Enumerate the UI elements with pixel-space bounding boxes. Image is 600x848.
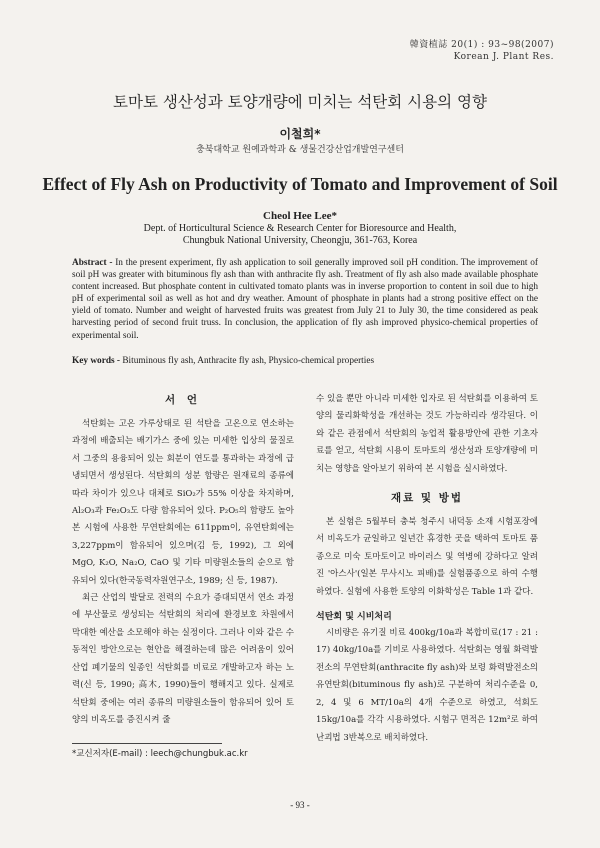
intro-paragraph-2: 최근 산업의 발달로 전력의 수요가 증대되면서 연소 과정에 부산물로 생성되는 석탄회의 처리에 환경보호 차원에서 막대한 예산을 소모해야 하는 실정이다. 그러나 이와 같은 수동적인 방안으로는 현안을 해결하는데 많은 어려움이 있어 산업 폐기물의 일종인 석탄회를 비료로 개발하고자 하는 노력(신 등, 1990; 高木, 1990)들이 행해지고 있다. 실제로 석탄회 중에는 여러 종류의 미량원소들이 함유되어 있어 토양의 비옥도를 증진시켜 줄 — [72, 593, 294, 725]
intro-paragraph-3: 수 있을 뿐만 아니라 미세한 입자로 된 석탄회를 이용하여 토양의 물리화학성을 개선하는 것도 가능하리라 생각된다. 이와 같은 관점에서 석탄회의 농업적 활용방안에 관한 기초자료를 얻고, 석탄회 시용이 토마토의 생산성과 토양개량에 미치는 영향을 알아보기 위하여 본 시험을 실시하였다. — [316, 394, 538, 474]
keywords-label: Key words - — [72, 356, 121, 366]
intro-heading: 서 언 — [165, 394, 201, 406]
abstract-text: In the present experiment, fly ash application to soil generally improved soil pH condition. The improvement of soil pH was greater with bituminous fly ash than with anthracite fly ash. Treatment of fly ash also made available phosphate content increased. But phosphate content in cultivated tomato plants was in inverse proportion to content in soil due to high pH of experimental soil as well as hot and dry weather. Amount of phosphate in plants had a strong positive effect on the yield of tomato. Number and weight of harvested fruits was greatest from July 21 to July 30, the time considered as peak harvesting period of second fruit truss. In conclusion, the application of fly ash improved physico-chemical properties of experimental soil. — [72, 258, 538, 341]
methods-paragraph-2: 시비량은 유기질 비료 400kg/10a과 복합비료(17 : 21 : 17) 40kg/10a를 기비로 사용하였다. 석탄회는 영월 화력발전소의 무연탄회(anthracite fly ash)와 보령 화력발전소의 유연탄회(bituminous fly ash)로 구분하여 처리수준을 0, 2, 4 및 6 MT/10a의 4개 수준으로 하였고, 석회도 15kg/10a를 각각 시용하였다. 시험구 면적은 12m²로 하여 난괴법 3반복으로 배치하였다. — [316, 628, 538, 743]
methods-heading: 재료 및 방법 — [390, 492, 464, 505]
methods-paragraph-1: 본 실험은 5월부터 충북 청주시 내덕동 소재 시험포장에서 비옥도가 균일하고 일년간 휴경한 곳을 택하여 토마토 품종으로 미숙 토마토이고 바이러스 및 역병에 강하다고 알려진 '아스사'(일본 무사시노 피배)를 실험품종으로 하여 수행하였다. 실험에 사용한 토양의 이화학성은 Table 1과 같다. — [316, 517, 538, 597]
title-english: Effect of Fly Ash on Productivity of Tomato and Improvement of Soil — [42, 174, 558, 194]
methods-subheading: 석탄회 및 시비처리 — [316, 612, 392, 623]
page-number: - 93 - — [290, 800, 310, 810]
left-column — [72, 388, 294, 729]
footnote-rule — [72, 743, 222, 744]
title-korean: 토마토 생산성과 토양개량에 미치는 석탄회 시용의 영향 — [113, 93, 487, 111]
journal-name: Korean J. Plant Res. — [453, 52, 554, 62]
abstract-label: Abstract - — [72, 258, 113, 268]
affiliation-line-2: Chungbuk National University, Cheongju, 361-763, Korea — [182, 235, 418, 246]
author-english: Cheol Hee Lee* — [263, 210, 337, 222]
intro-paragraph-1: 석탄회는 고온 가루상태로 된 석탄을 고온으로 연소하는 과정에 배출되는 배기가스 중에 있는 미세한 입상의 물질로서 그중의 용융되어 있는 회분이 연도를 통과하는 과정에 급냉되면서 생성된다. 석탄회의 성분 함량은 원재료의 종류에 따라 차이가 있으나 대체로 SiO₂가 55% 이상을 차지하며, Al₂O₃과 Fe₂O₃도 다량 함유되어 있다. P₂O₅의 함량도 높아 본 시험에 사용한 무연탄회에는 611ppm이, 유연탄회에는 3,227ppm이 함유되어 있으며(김 등, 1992), 그 외에 MgO, K₂O, Na₂O, CaO 및 기타 미량원소들의 순으로 함유되어 있다(한국동력자원연구소, 1989; 신 등, 1987). — [72, 419, 294, 586]
right-column — [316, 391, 538, 747]
journal-header — [410, 39, 554, 63]
journal-citation: 韓資植誌 20(1) : 93~98(2007) — [409, 40, 554, 50]
affiliation-english — [0, 223, 600, 247]
author-korean: 이철희* — [279, 127, 321, 141]
abstract — [72, 257, 538, 342]
keywords-text: Bituminous fly ash, Anthracite fly ash, Physico-chemical properties — [122, 356, 375, 366]
keywords — [72, 356, 538, 366]
footnote: *교신저자(E-mail) : leech@chungbuk.ac.kr — [72, 749, 248, 759]
affiliation-line-1: Dept. of Horticultural Science & Research Center for Bioresource and Health, — [143, 223, 457, 234]
affiliation-korean: 충북대학교 원예과학과 & 생물건강산업개발연구센터 — [196, 145, 404, 155]
